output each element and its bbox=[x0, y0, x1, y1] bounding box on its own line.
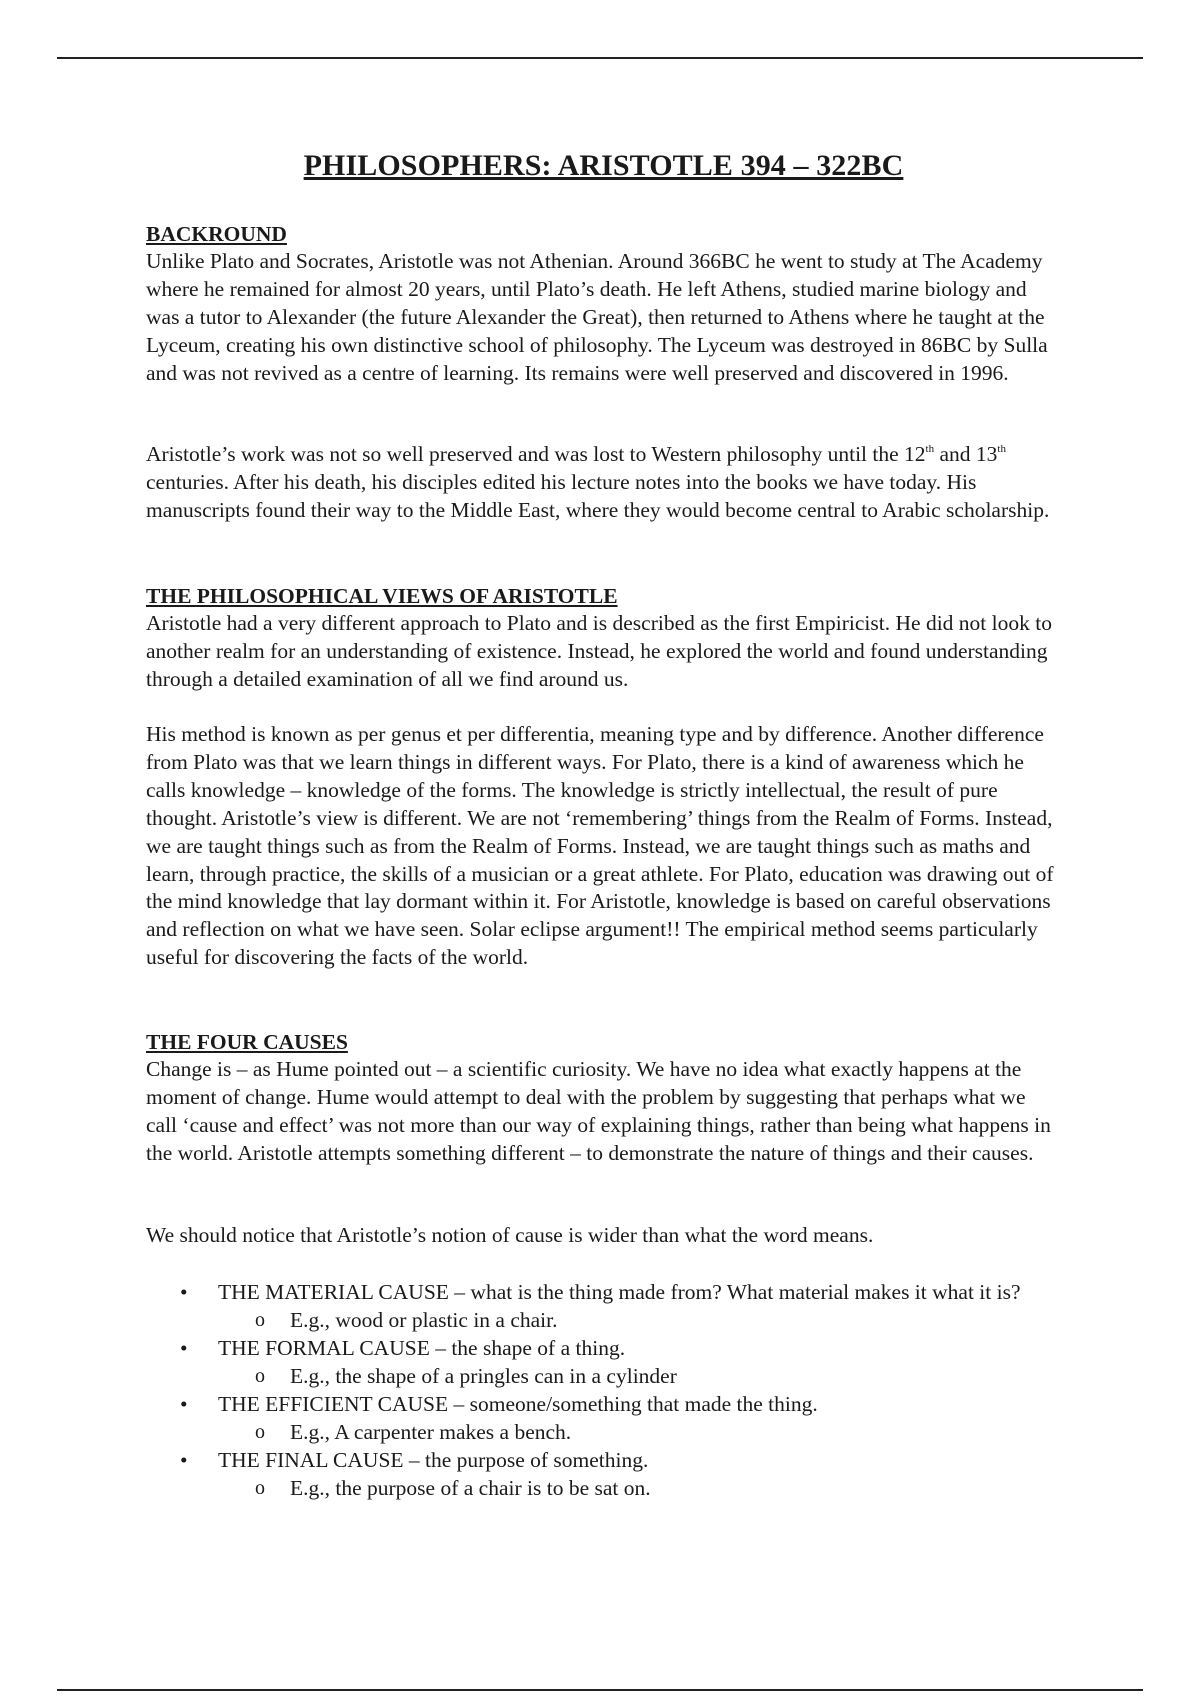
views-paragraph-1: Aristotle had a very different approach to Plato and is described as the first Empiricist. He did not look to another realm for an understanding of existence. Instead, he explored the world and found understanding through a detailed examination of all we find around us. bbox=[146, 611, 1052, 691]
cause-example: E.g., A carpenter makes a bench. bbox=[290, 1420, 572, 1444]
sub-list bbox=[218, 1362, 1061, 1390]
background-paragraph-2: Aristotle’s work was not so well preserved and was lost to Western philosophy until the 12th and 13th centuries. After his death, his disciples edited his lecture notes into the books we have today. His manuscripts found their way to the Middle East, where they would become central to Arabic scholarship. bbox=[146, 442, 1050, 522]
list-item bbox=[218, 1474, 1061, 1502]
cause-example: E.g., the purpose of a chair is to be sat on. bbox=[290, 1476, 651, 1500]
cause-label: THE EFFICIENT CAUSE – someone/something that made the thing. bbox=[218, 1392, 818, 1416]
list-item bbox=[218, 1418, 1061, 1446]
sub-bullet-icon: o bbox=[255, 1365, 265, 1387]
causes-paragraph-2: We should notice that Aristotle’s notion of cause is wider than what the word means. bbox=[146, 1223, 874, 1247]
footer-rule bbox=[57, 1689, 1143, 1691]
header-rule bbox=[57, 57, 1143, 59]
cause-label: THE FINAL CAUSE – the purpose of something. bbox=[218, 1448, 649, 1472]
bullet-icon: • bbox=[180, 1392, 188, 1416]
sub-bullet-icon: o bbox=[255, 1309, 265, 1331]
bullet-icon: • bbox=[180, 1280, 188, 1304]
sub-list bbox=[218, 1474, 1061, 1502]
list-item bbox=[218, 1362, 1061, 1390]
list-item bbox=[146, 1390, 1061, 1446]
causes-heading: THE FOUR CAUSES bbox=[146, 1030, 348, 1054]
four-causes-list bbox=[146, 1278, 1061, 1502]
sub-list bbox=[218, 1306, 1061, 1334]
page-title: PHILOSOPHERS: ARISTOTLE 394 – 322BC bbox=[303, 149, 904, 182]
cause-label: THE FORMAL CAUSE – the shape of a thing. bbox=[218, 1336, 626, 1360]
sub-bullet-icon: o bbox=[255, 1477, 265, 1499]
views-heading: THE PHILOSOPHICAL VIEWS OF ARISTOTLE bbox=[146, 584, 618, 608]
background-paragraph-1: Unlike Plato and Socrates, Aristotle was not Athenian. Around 366BC he went to study at The Academy where he remained for almost 20 years, until Plato’s death. He left Athens, studied marine biology and was a tutor to Alexander (the future Alexander the Great), then returned to Athens where he taught at the Lyceum, creating his own distinctive school of philosophy. The Lyceum was destroyed in 86BC by Sulla and was not revived as a centre of learning. Its remains were well preserved and discovered in 1996. bbox=[146, 249, 1048, 385]
cause-label: THE MATERIAL CAUSE – what is the thing made from? What material makes it what it is? bbox=[218, 1280, 1021, 1304]
bullet-icon: • bbox=[180, 1336, 188, 1360]
list-item bbox=[218, 1306, 1061, 1334]
cause-example: E.g., the shape of a pringles can in a cylinder bbox=[290, 1364, 677, 1388]
list-item bbox=[146, 1446, 1061, 1502]
views-paragraph-2: His method is known as per genus et per differentia, meaning type and by difference. Another difference from Plato was that we learn things in different ways. For Plato, there is a kind of awareness which he calls knowledge – knowledge of the forms. The knowledge is strictly intellectual, the result of pure thought. Aristotle’s view is different. We are not ‘remembering’ things from the Realm of Forms. Instead, we are taught things such as from the Realm of Forms. Instead, we are taught things such as maths and learn, through practice, the skills of a musician or a great athlete. For Plato, education was drawing out of the mind knowledge that lay dormant within it. For Aristotle, knowledge is based on careful observations and reflection on what we have seen. Solar eclipse argument!! The empirical method seems particularly useful for discovering the facts of the world. bbox=[146, 722, 1054, 970]
causes-paragraph-1: Change is – as Hume pointed out – a scientific curiosity. We have no idea what exactly happens at the moment of change. Hume would attempt to deal with the problem by suggesting that perhaps what we call ‘cause and effect’ was not more than our way of explaining things, rather than being what happens in the world. Aristotle attempts something different – to demonstrate the nature of things and their causes. bbox=[146, 1057, 1051, 1165]
background-heading: BACKROUND bbox=[146, 222, 287, 246]
list-item bbox=[146, 1278, 1061, 1334]
sub-list bbox=[218, 1418, 1061, 1446]
list-item bbox=[146, 1334, 1061, 1390]
sub-bullet-icon: o bbox=[255, 1421, 265, 1443]
cause-example: E.g., wood or plastic in a chair. bbox=[290, 1308, 558, 1332]
bullet-icon: • bbox=[180, 1448, 188, 1472]
